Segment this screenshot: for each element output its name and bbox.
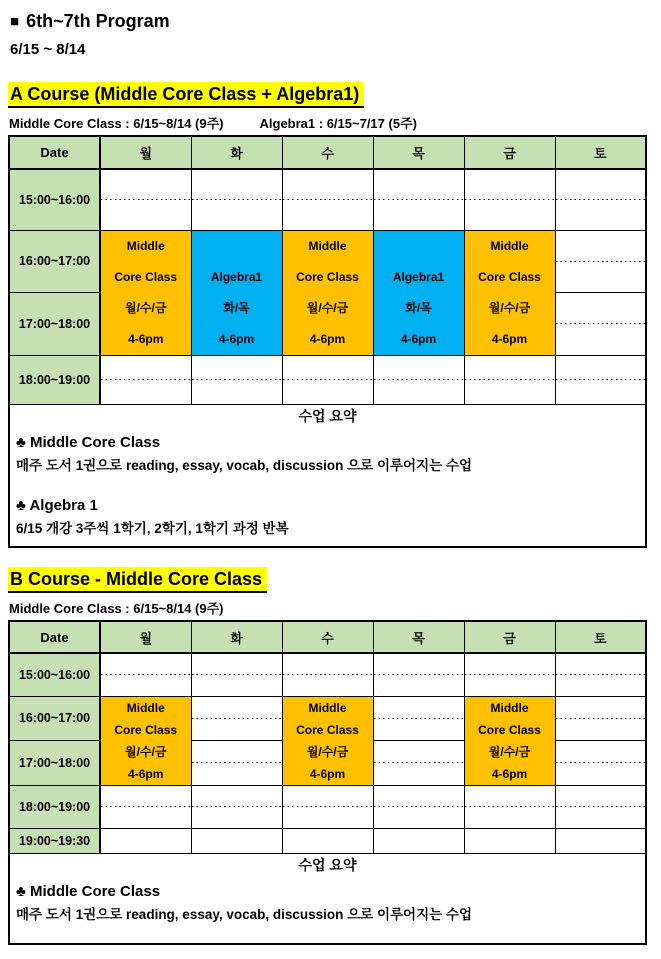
course-b-heading: B Course - Middle Core Class xyxy=(8,567,267,593)
empty-slot xyxy=(191,653,282,696)
col-header-thu: 목 xyxy=(373,621,464,653)
time-row-1600 xyxy=(9,230,646,293)
time-label: 15:00~16:00 xyxy=(9,169,100,230)
empty-slot xyxy=(555,828,646,853)
summary-title: 수업 요약 xyxy=(298,856,357,873)
empty-slot xyxy=(373,653,464,696)
empty-slot xyxy=(555,741,646,786)
empty-slot xyxy=(191,785,282,828)
course-a-subtitle-algebra: Algebra1 : 6/15~7/17 (5주) xyxy=(259,116,417,131)
empty-slot xyxy=(100,355,191,404)
time-label: 16:00~17:00 xyxy=(9,696,100,741)
empty-slot xyxy=(282,785,373,828)
empty-slot xyxy=(464,785,555,828)
col-header-thu: 목 xyxy=(373,136,464,169)
empty-slot xyxy=(191,169,282,230)
empty-slot xyxy=(555,696,646,741)
empty-slot xyxy=(100,653,191,696)
time-row-1800 xyxy=(9,785,646,828)
middle-core-class-cell: Middle Core Class 월/수/금 4-6pm xyxy=(282,696,373,785)
time-label: 17:00~18:00 xyxy=(9,741,100,786)
middle-core-class-cell: Middle Core Class 월/수/금 4-6pm xyxy=(100,696,191,785)
program-date-range: 6/15 ~ 8/14 xyxy=(10,41,86,58)
course-b-summary xyxy=(9,853,646,944)
course-a-subtitle xyxy=(9,113,654,132)
time-row-1500 xyxy=(9,653,646,696)
col-header-date: Date xyxy=(9,621,100,653)
empty-slot xyxy=(100,828,191,853)
algebra1-cell: Algebra1 화/목 4-6pm xyxy=(191,230,282,355)
summary-item-description: 매주 도서 1권으로 reading, essay, vocab, discussion 으로 이루어지는 수업 xyxy=(16,457,473,473)
title-square-bullet-icon: ■ xyxy=(10,13,20,30)
col-header-wed: 수 xyxy=(282,621,373,653)
table-header-row xyxy=(9,621,646,653)
course-b-section xyxy=(8,548,654,945)
time-label: 15:00~16:00 xyxy=(9,653,100,696)
time-row-1500 xyxy=(9,169,646,230)
empty-slot xyxy=(373,741,464,786)
empty-slot xyxy=(555,785,646,828)
empty-slot xyxy=(555,169,646,230)
empty-slot xyxy=(464,169,555,230)
empty-slot xyxy=(191,696,282,741)
middle-core-class-cell: Middle Core Class 월/수/금 4-6pm xyxy=(282,230,373,355)
col-header-mon: 월 xyxy=(100,621,191,653)
time-label: 16:00~17:00 xyxy=(9,230,100,293)
summary-row xyxy=(9,853,646,944)
time-label: 18:00~19:00 xyxy=(9,355,100,404)
summary-item-heading: ♣ Middle Core Class xyxy=(16,882,161,900)
summary-item-description: 6/15 개강 3주씩 1학기, 2학기, 1학기 과정 반복 xyxy=(16,520,289,536)
col-header-fri: 금 xyxy=(464,621,555,653)
course-a-schedule-table xyxy=(8,135,647,548)
course-a-summary xyxy=(9,404,646,547)
col-header-fri: 금 xyxy=(464,136,555,169)
empty-slot xyxy=(100,785,191,828)
empty-slot xyxy=(282,169,373,230)
empty-slot xyxy=(464,653,555,696)
time-label: 18:00~19:00 xyxy=(9,785,100,828)
empty-slot xyxy=(191,355,282,404)
time-label: 17:00~18:00 xyxy=(9,293,100,356)
empty-slot xyxy=(555,230,646,293)
page-title xyxy=(10,11,654,32)
empty-slot xyxy=(373,828,464,853)
empty-slot xyxy=(555,355,646,404)
course-b-schedule-table xyxy=(8,620,647,945)
course-a-section xyxy=(8,58,654,548)
summary-row xyxy=(9,404,646,547)
empty-slot xyxy=(100,169,191,230)
col-header-tue: 화 xyxy=(191,621,282,653)
course-b-subtitle xyxy=(9,598,654,617)
empty-slot xyxy=(555,653,646,696)
time-row-1900 xyxy=(9,828,646,853)
middle-core-class-cell: Middle Core Class 월/수/금 4-6pm xyxy=(100,230,191,355)
col-header-sat: 토 xyxy=(555,621,646,653)
empty-slot xyxy=(282,653,373,696)
empty-slot xyxy=(282,828,373,853)
middle-core-class-cell: Middle Core Class 월/수/금 4-6pm xyxy=(464,230,555,355)
summary-item-heading: ♣ Algebra 1 xyxy=(16,496,98,514)
empty-slot xyxy=(373,169,464,230)
col-header-date: Date xyxy=(9,136,100,169)
empty-slot xyxy=(373,355,464,404)
empty-slot xyxy=(464,828,555,853)
course-a-heading: A Course (Middle Core Class + Algebra1) xyxy=(8,82,364,108)
empty-slot xyxy=(373,696,464,741)
col-header-sat: 토 xyxy=(555,136,646,169)
middle-core-class-cell: Middle Core Class 월/수/금 4-6pm xyxy=(464,696,555,785)
empty-slot xyxy=(191,741,282,786)
empty-slot xyxy=(555,293,646,356)
table-header-row xyxy=(9,136,646,169)
page-title-text: 6th~7th Program xyxy=(26,11,170,31)
time-row-1800 xyxy=(9,355,646,404)
time-row-1600 xyxy=(9,696,646,741)
summary-item-description: 매주 도서 1권으로 reading, essay, vocab, discussion 으로 이루어지는 수업 xyxy=(16,906,473,922)
course-a-subtitle-middle-core: Middle Core Class : 6/15~8/14 (9주) xyxy=(9,116,224,131)
summary-item-heading: ♣ Middle Core Class xyxy=(16,433,161,451)
empty-slot xyxy=(373,785,464,828)
algebra1-cell: Algebra1 화/목 4-6pm xyxy=(373,230,464,355)
course-b-subtitle-middle-core: Middle Core Class : 6/15~8/14 (9주) xyxy=(9,601,224,616)
col-header-mon: 월 xyxy=(100,136,191,169)
col-header-wed: 수 xyxy=(282,136,373,169)
col-header-tue: 화 xyxy=(191,136,282,169)
time-label: 19:00~19:30 xyxy=(9,828,100,853)
summary-title: 수업 요약 xyxy=(298,407,357,424)
empty-slot xyxy=(464,355,555,404)
empty-slot xyxy=(191,828,282,853)
empty-slot xyxy=(282,355,373,404)
